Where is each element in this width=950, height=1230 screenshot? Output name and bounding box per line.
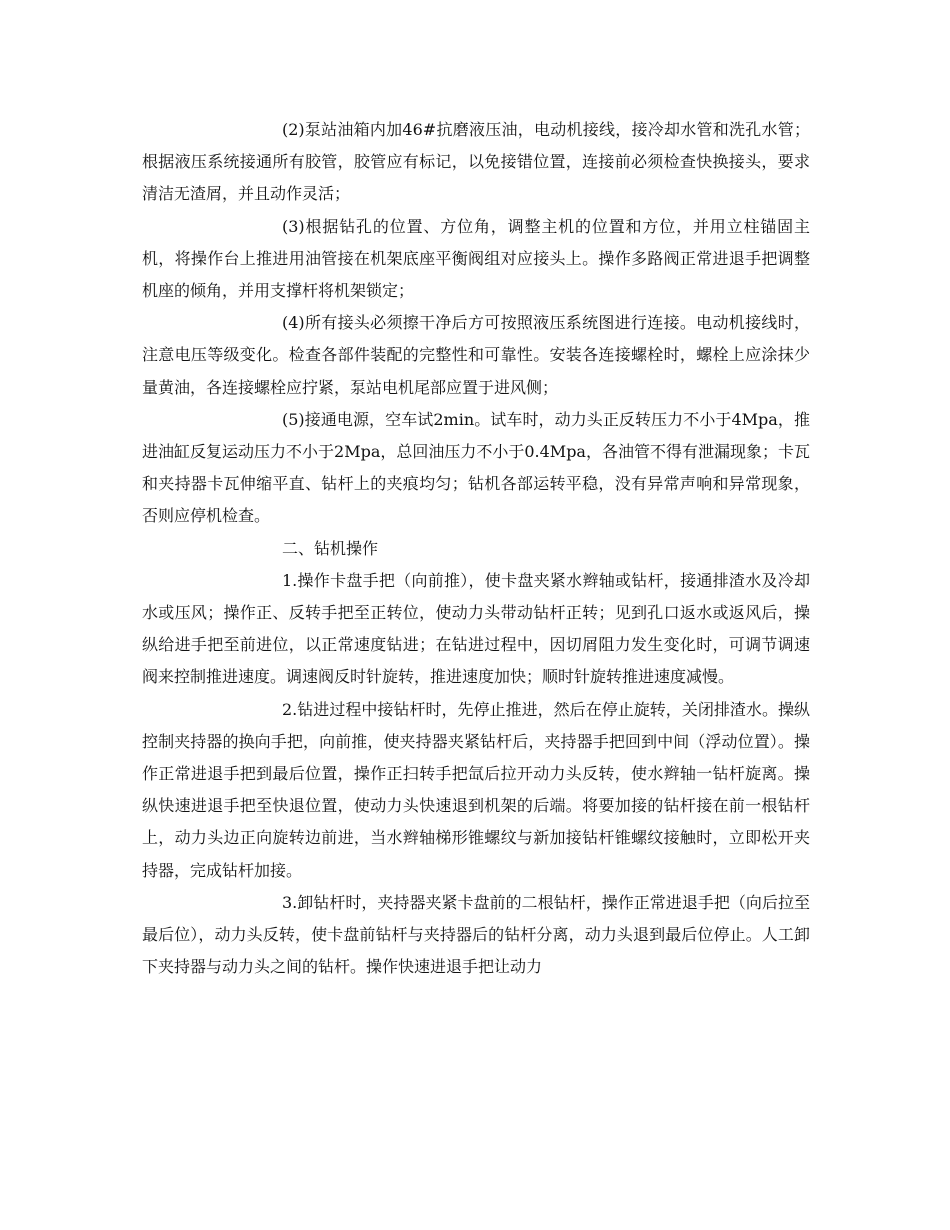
paragraph-operation-3: 3.卸钻杆时，夹持器夹紧卡盘前的二根钻杆，操作正常进退手把（向后拉至最后位），动力头反转，使卡盘前钻杆与夹持器后的钻杆分离，动力头退到最后位停止。人工卸下夹持器与动力头之间的钻杆。操作快速进退手把让动力	[142, 892, 810, 977]
paragraph-step-2: (2)泵站油箱内加46#抗磨液压油，电动机接线，接冷却水管和洗孔水管；根据液压系统接通所有胶管，胶管应有标记，以免接错位置，连接前必须检查快换接头，要求清洁无渣屑，并且动作灵活；	[142, 120, 810, 204]
paragraph-step-3: (3)根据钻孔的位置、方位角，调整主机的位置和方位，并用立柱锚固主机，将操作台上推进用油管接在机架底座平衡阀组对应接头上。操作多路阀正常进退手把调整机座的倾角，并用支撑杆将机架锁定；	[142, 216, 810, 301]
paragraph-operation-1: 1.操作卡盘手把（向前推），使卡盘夹紧水辫轴或钻杆，接通排渣水及冷却水或压风；操作正、反转手把至正转位，使动力头带动钻杆正转；见到孔口返水或返风后，操纵给进手把至前进位，以正常速度钻进；在钻进过程中，因切屑阻力发生变化时，可调节调速阀来控制推进速度。调速阀反时针旋转，推进速度加快；顺时针旋转推进速度减慢。	[142, 570, 810, 687]
section-heading: 二、钻机操作	[282, 538, 379, 558]
paragraph-step-4: (4)所有接头必须擦干净后方可按照液压系统图进行连接。电动机接线时，注意电压等级变化。检查各部件装配的完整性和可靠性。安装各连接螺栓时，螺栓上应涂抹少量黄油，各连接螺栓应拧紧，泵站电机尾部应置于进风侧；	[142, 313, 810, 397]
paragraph-operation-2: 2.钻进过程中接钻杆时，先停止推进，然后在停止旋转，关闭排渣水。操纵控制夹持器的换向手把，向前推，使夹持器夹紧钻杆后，夹持器手把回到中间（浮动位置）。操作正常进退手把到最后位置，操作正扫转手把氙后拉开动力头反转，使水辫轴一钻杆旋离。操纵快速进退手把至快退位置，使动力头快速退到机架的后端。将要加接的钻杆接在前一根钻杆上，动力头边正向旋转边前进，当水辫轴梯形锥螺纹与新加接钻杆锥螺纹接触时，立即松开夹持器，完成钻杆加接。	[142, 699, 810, 880]
document-body	[142, 114, 810, 983]
paragraph-step-5: (5)接通电源，空车试2min。试车时，动力头正反转压力不小于4Mpa，推进油缸反复运动压力不小于2Mpa，总回油压力不小于0.4Mpa，各油管不得有泄漏现象；卡瓦和夹持器卡瓦伸缩平直、钻杆上的夹痕均匀；钻机各部运转平稳，没有异常声响和异常现象，否则应停机检查。	[142, 409, 810, 526]
